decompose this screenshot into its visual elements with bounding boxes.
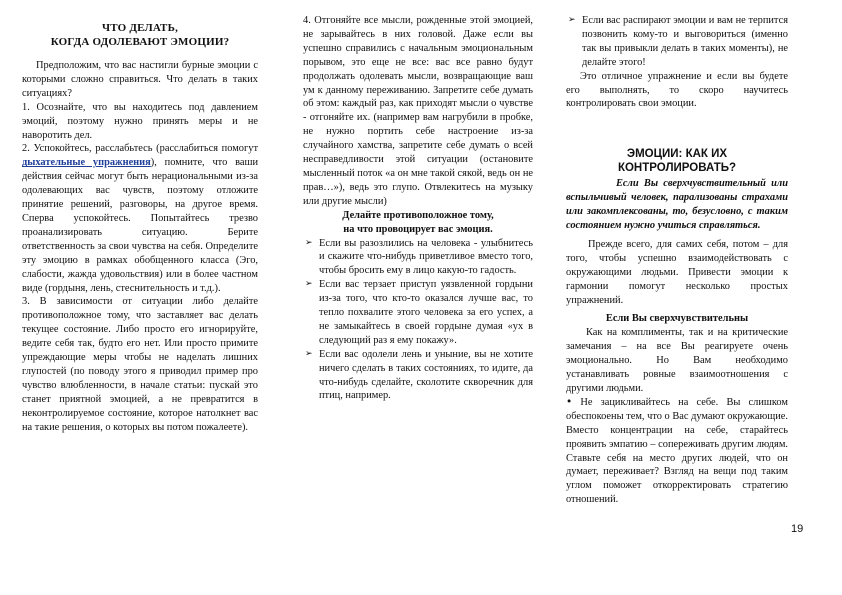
- arrow-bullet-icon: ➢: [305, 348, 313, 359]
- column-2: [303, 14, 533, 403]
- list-item-text: Если вы разозлились на человека - улыбнитесь и скажите что-нибудь приветливое вместо того, чтобы бросить ему в лицо какую-то гадость.: [319, 237, 533, 277]
- exercise-paragraph: Это отличное упражнение и если вы будете его выполнять, то скоро научитесь контролировать свои эмоции.: [566, 70, 788, 110]
- arrow-bullet-icon: ➢: [305, 279, 313, 290]
- oversensitive-subheading: Если Вы сверхчувствительны: [605, 312, 749, 324]
- list-item: [303, 278, 533, 348]
- step-2-start: 2. Успокойтесь, расслабьтесь (расслабиться помогут: [22, 143, 258, 155]
- call-someone-list: [566, 14, 788, 70]
- do-the-opposite-heading: [303, 209, 533, 237]
- list-item: [566, 14, 788, 70]
- step-4: 4. Отгоняйте все мысли, рожденные этой эмоцией, не зарывайтесь в них головой. Даже если вы успешно справились с начальным эмоциональным порывом, это еще не все: вас все равно будут продолжать одолевать мысли, возвращающие ваш ум к данному переживанию. Запретите себе думать об этом: каждый раз, как приходят мысли о чувстве - отгоняйте их. (например вам нагрубили в пробке, не нужно портить себе настроение из-за случайного хамства, запретите себе думать о всей несправедливости этой ситуации (остановите мысленный поток «а он мне такой сякой, ведь он не прав…»), ведь это глупо. Отвлекитесь на музыку или другие мысли): [303, 15, 533, 207]
- step-2-rest: ), помните, что ваши действия сейчас могут быть нерациональными из-за одолевающих вас чувств, поэтому отложите принятие решений, разговоры, на другое время. Сперва успокойтесь. Попытайтесь трезво проанализировать ситуацию. Берите ответственность за свои чувства на себя. Определите эту эмоцию в рамках обобщенного класса (Эго, слабости, жажда удовольствия) или в более частном виде (гордыня, лень, стеснительность и т.д.).: [22, 157, 259, 294]
- oversensitive-paragraph: Как на комплименты, так и на критические замечания – на все Вы реагируете очень эмоционально. Но Вам необходимо устанавливать ровные взаимоотношения с другими людьми.: [566, 327, 788, 395]
- list-item-text: Если вас терзает приступ уязвленной гордыни из-за того, что кто-то оказался лучше вас, то тепло похвалите этого человека за его успех, а не замыкайтесь в своей гордыне думая «ух в следующий раз я ему покажу».: [319, 279, 533, 346]
- opposite-examples-list: [303, 237, 533, 404]
- list-item-text: Если вас одолели лень и уныние, вы не хотите ничего сделать в таких состояниях, то идите, да что-нибудь сделайте, сколотите скворечник для птиц, например.: [319, 348, 533, 402]
- section-title-what-to-do: [22, 21, 258, 49]
- breathing-exercises-link[interactable]: дыхательные упражнения: [22, 157, 151, 169]
- arrow-bullet-icon: ➢: [568, 15, 576, 25]
- arrow-bullet-icon: ➢: [305, 237, 313, 248]
- title-line-2: КОНТРОЛИРОВАТЬ?: [617, 162, 737, 175]
- column-3: [566, 14, 788, 507]
- list-item: [303, 348, 533, 404]
- section-title-emotions-control: [566, 147, 788, 175]
- self-focus-text: Не зацикливайтесь на себе. Вы слишком обеспокоены тем, что о Вас думают окружающие. Вместо концентрации на себе, старайтесь проявить эмпатию – сопереживать другим людям. Ставьте себя на место других людей, что он думает, переживает? Взгляд на вещи под таким углом поможет откорректировать стратегию отношений.: [566, 396, 788, 506]
- bold-italic-intro: Если Вы сверхчувствительный или вспыльчивый человек, парализованы страхами или закомплексованы, то, безусловно, с таким состоянием нужно учиться справляться.: [566, 178, 788, 232]
- step-2: [22, 142, 258, 295]
- title-line-1: ЭМОЦИИ: КАК ИХ: [626, 148, 728, 161]
- list-item: [303, 237, 533, 279]
- self-focus-paragraph: [566, 396, 788, 507]
- heading-line-2: на что провоцирует вас эмоция.: [343, 223, 493, 235]
- bullet-dot-icon: •: [566, 395, 573, 408]
- intro-paragraph: Предположим, что вас настигли бурные эмоции с которыми сложно справиться. Что делать в таких ситуациях?: [22, 60, 258, 99]
- first-of-all-paragraph: Прежде всего, для самих себя, потом – для того, чтобы успешно взаимодействовать с окружающими людьми. Привести эмоции к гармонии помогут несколько простых упражнений.: [566, 238, 788, 306]
- title-line-1: ЧТО ДЕЛАТЬ,: [101, 22, 179, 34]
- column-1: [22, 14, 258, 434]
- heading-line-1: Делайте противоположное тому,: [342, 209, 494, 221]
- list-item-text: Если вас распирают эмоции и вам не терпится позвонить кому-то и выговориться (именно так вы привыкли делать в таких моменты), не делайте этого!: [582, 15, 788, 68]
- title-line-2: КОГДА ОДОЛЕВАЮТ ЭМОЦИИ?: [50, 36, 230, 48]
- step-3: 3. В зависимости от ситуации либо делайте противоположное тому, что заставляет вас делать текущее состояние. Либо просто его игнорируйте, ведите себя так, будто его нет. Или просто примите упреждающие меры чтобы не наделать лишних глупостей (по поводу этого я приводил пример про чувство влюбленности, в начале статьи: пускай это станет приятной эмоцией, а не превратится в неконтролируемое состояние, которое натолкнет вас на такие решения, о которых вы потом пожалеете).: [22, 296, 258, 433]
- step-1: 1. Осознайте, что вы находитесь под давлением эмоций, поэтому нужно принять меры и не наворотить дел.: [22, 101, 258, 141]
- page-number: 19: [791, 523, 804, 535]
